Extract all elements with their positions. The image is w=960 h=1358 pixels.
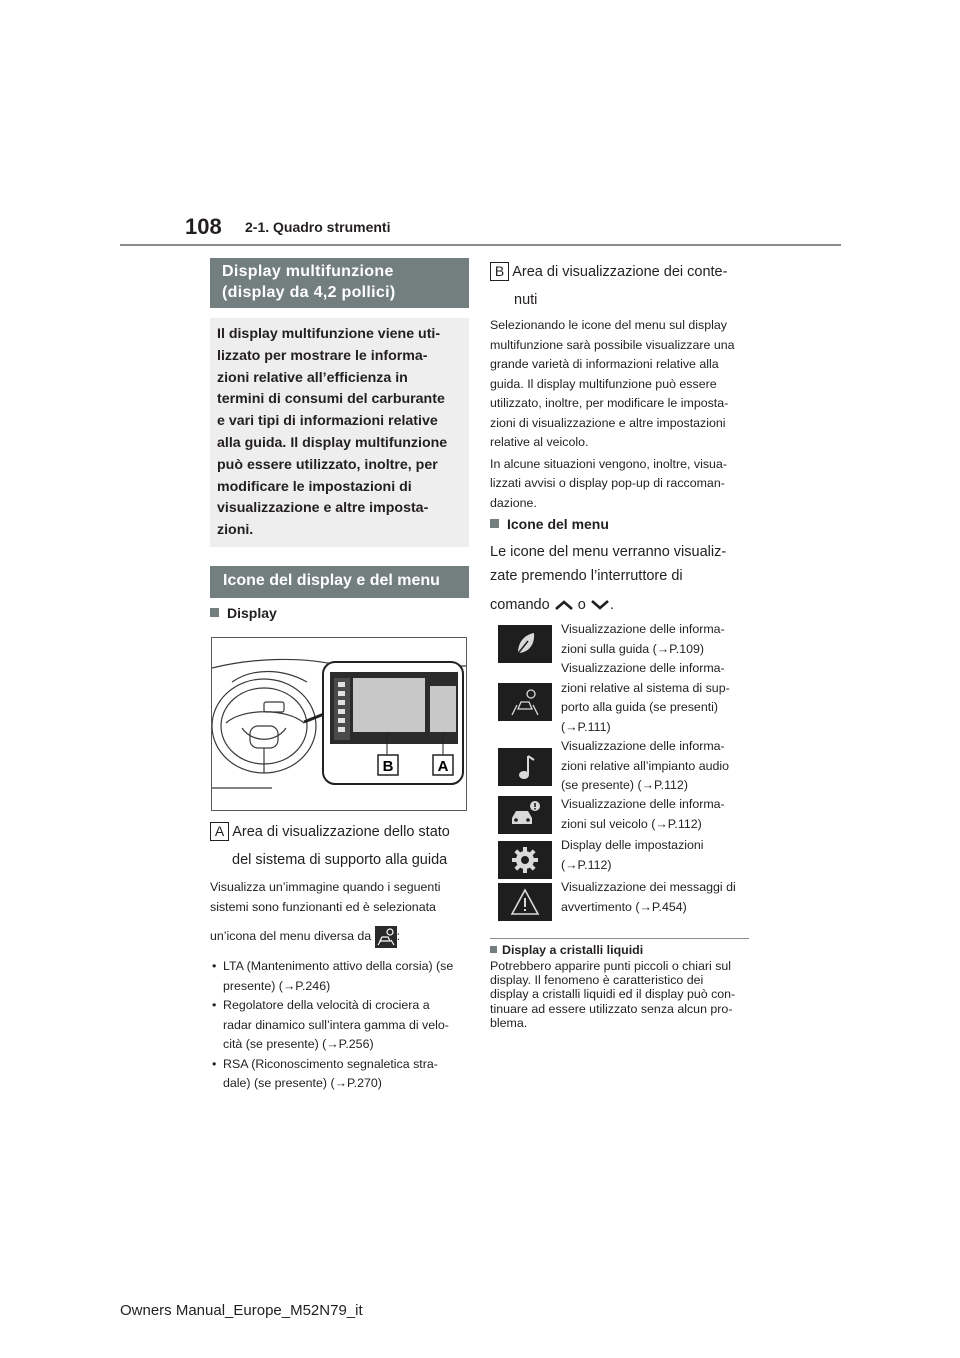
bullet-line: dale) (se presente) (→P.270) — [223, 1076, 382, 1090]
icon-desc-line: Visualizzazione delle informa- — [561, 622, 725, 636]
menu-icons-subheading-text: Icone del menu — [507, 516, 609, 532]
menu-icon-list — [498, 620, 753, 920]
square-bullet-icon — [490, 519, 499, 528]
icon-description — [561, 620, 753, 659]
icon-description — [561, 878, 753, 917]
menu-intro-line: Le icone del menu verranno visualiz- — [490, 544, 727, 560]
lcd-note-line: display a cristalli liquidi ed il display può con- — [490, 987, 736, 1002]
icon-desc-line: Visualizzazione dei messaggi di — [561, 880, 736, 894]
area-a-title: Area di visualizzazione dello stato — [232, 824, 450, 840]
gear-icon — [498, 841, 552, 879]
square-bullet-icon — [490, 946, 497, 953]
area-b-desc-line: zioni di visualizzazione e altre impostazioni — [490, 415, 726, 430]
area-b-desc-line: grande varietà di informazioni relative alla — [490, 357, 719, 371]
lcd-note-line: blema. — [490, 1015, 528, 1030]
area-b-desc-line: lizzati avvisi o display pop-up di raccoman- — [490, 476, 725, 490]
chevron-up-icon — [554, 599, 574, 611]
vehicle-info-icon — [498, 796, 552, 834]
heading-underline — [210, 596, 469, 598]
icon-description — [561, 795, 753, 834]
icon-desc-line: (se presente) (→P.112) — [561, 778, 688, 792]
icon-desc-line: Visualizzazione delle informa- — [561, 739, 725, 753]
menu-icons-subheading — [490, 516, 609, 534]
intro-line: alla guida. Il display multifunzione — [217, 434, 448, 451]
bullet-line: radar dinamico sull’intera gamma di velo- — [223, 1017, 449, 1032]
icon-desc-line: porto alla guida (se presenti) — [561, 700, 719, 714]
letter-b-badge: B — [490, 262, 509, 281]
intro-line: può essere utilizzato, inoltre, per — [217, 456, 438, 473]
icon-desc-line: avvertimento (→P.454) — [561, 899, 687, 914]
section-heading-icons: Icone del display e del menu — [210, 566, 469, 596]
icon-description — [561, 737, 753, 796]
menu-intro-line: zate premendo l’interruttore di — [490, 568, 683, 584]
area-b-title-cont: nuti — [514, 292, 538, 308]
leaf-icon — [498, 625, 552, 663]
bullet-line: cità (se presente) (→P.256) — [223, 1037, 374, 1051]
area-a-block — [210, 818, 472, 1094]
area-b-desc-line: multifunzione sarà possibile visualizzare una — [490, 337, 735, 352]
footer-doc-id: Owners Manual_Europe_M52N79_it — [120, 1302, 363, 1319]
bullet-line: • RSA (Riconoscimento segnaletica stra- — [223, 1056, 438, 1071]
icon-description — [561, 836, 753, 875]
bullet-line: presente) (→P.246) — [223, 978, 331, 993]
chevron-down-icon — [590, 599, 610, 611]
icon-desc-line: Display delle impostazioni — [561, 838, 704, 852]
area-b-title: Area di visualizzazione dei conte- — [512, 264, 728, 280]
page-number: 108 — [185, 214, 222, 239]
figure-label-a: A — [437, 758, 449, 775]
intro-box — [210, 318, 469, 547]
lcd-note — [490, 942, 752, 1030]
heading-line: Display multifunzione — [222, 263, 394, 280]
display-subheading — [210, 605, 277, 623]
area-b-desc-line: dazione. — [490, 495, 537, 510]
icon-desc-line: Visualizzazione delle informa- — [561, 661, 725, 675]
intro-line: zioni. — [217, 522, 254, 539]
bullet-line: • Regolatore della velocità di crociera a — [223, 998, 430, 1012]
driving-assist-icon — [375, 926, 397, 948]
warning-icon — [498, 883, 552, 921]
icon-desc-line: zioni relative al sistema di sup- — [561, 680, 730, 695]
lcd-note-heading: Display a cristalli liquidi — [502, 943, 644, 957]
lcd-note-line: Potrebbero apparire punti piccoli o chiari sul — [490, 959, 732, 973]
area-b-desc-line: relative al veicolo. — [490, 435, 589, 449]
area-a-desc-line: un’icona del menu diversa da — [210, 929, 372, 943]
intro-line: zioni relative all’efficienza in — [217, 369, 408, 386]
lcd-note-line: display. Il fenomeno è caratteristico dei — [490, 973, 704, 988]
intro-line: lizzato per mostrare le informa- — [217, 347, 428, 364]
lcd-note-line: tinuare ad essere utilizzato senza alcun pro- — [490, 1001, 733, 1016]
icon-desc-line: zioni relative all’impianto audio — [561, 758, 730, 773]
icon-desc-line: Visualizzazione delle informa- — [561, 797, 725, 811]
section-title: 2-1. Quadro strumenti — [245, 219, 391, 235]
dashboard-illustration — [211, 637, 467, 811]
colon: : — [396, 929, 401, 943]
area-b-desc-line: utilizzato, inoltre, per modificare le imposta- — [490, 396, 729, 410]
icon-desc-line: zioni sul veicolo (→P.112) — [561, 816, 702, 831]
bullet-line: • LTA (Mantenimento attivo della corsia) (se — [223, 959, 454, 973]
intro-line: e vari tipi di informazioni relative — [217, 413, 438, 430]
intro-line: Il display multifunzione viene uti- — [217, 326, 441, 342]
area-a-desc-line: sistemi sono funzionanti ed è selezionata — [210, 899, 436, 914]
driving-assist-icon — [498, 683, 552, 721]
header-divider — [120, 244, 841, 246]
section-heading-multifunction-display — [210, 258, 469, 308]
heading-line: (display da 4,2 pollici) — [222, 284, 396, 301]
note-divider — [490, 938, 749, 939]
menu-intro-or: o — [577, 597, 586, 613]
icon-description — [561, 659, 753, 737]
area-a-title-cont: del sistema di supporto alla guida — [232, 852, 448, 868]
square-bullet-icon — [210, 608, 219, 617]
icon-desc-line: zioni sulla guida (→P.109) — [561, 641, 705, 656]
list-item — [210, 996, 472, 1055]
area-b-desc-line: guida. Il display multifunzione può essere — [490, 376, 717, 391]
list-item — [210, 1055, 472, 1094]
area-b-block — [490, 258, 752, 513]
intro-line: visualizzazione e altre imposta- — [217, 500, 429, 517]
menu-intro-period: . — [609, 597, 614, 613]
icon-desc-line: (→P.112) — [561, 857, 612, 872]
figure-label-b: B — [382, 758, 394, 775]
area-a-desc-line: Visualizza un’immagine quando i seguenti — [210, 880, 441, 894]
menu-intro — [490, 540, 752, 617]
list-item — [210, 957, 472, 996]
icon-desc-line: (→P.111) — [561, 719, 611, 734]
intro-line: termini di consumi del carburante — [217, 391, 445, 408]
intro-line: modificare le impostazioni di — [217, 478, 412, 495]
music-note-icon — [498, 748, 552, 786]
display-subheading-text: Display — [227, 605, 277, 621]
letter-a-badge: A — [210, 822, 229, 841]
menu-intro-line: comando — [490, 597, 550, 613]
dashboard-drawing — [212, 638, 467, 811]
area-b-desc-line: In alcune situazioni vengono, inoltre, visua- — [490, 456, 727, 471]
area-b-desc-line: Selezionando le icone del menu sul display — [490, 318, 727, 332]
